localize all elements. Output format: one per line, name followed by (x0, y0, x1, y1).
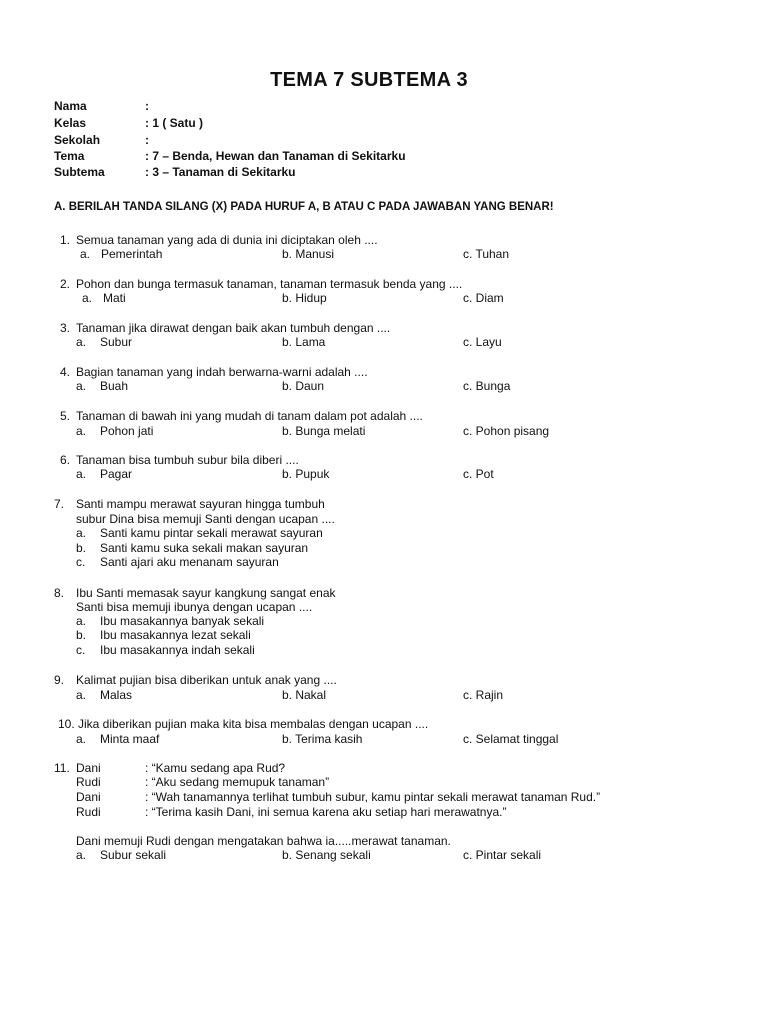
question-number: 7. (54, 497, 65, 511)
option-b[interactable]: b. Lama (282, 335, 326, 349)
option-a-letter[interactable]: a. (82, 291, 93, 305)
identity-label: Subtema (54, 165, 105, 179)
identity-label: Kelas (54, 116, 87, 130)
option-c[interactable]: c. Tuhan (463, 247, 510, 261)
identity-value: : 3 – Tanaman di Sekitarku (145, 165, 296, 179)
option-a-letter[interactable]: a. (76, 467, 87, 481)
option-c[interactable]: c. Layu (463, 335, 502, 349)
option-a-text[interactable]: Minta maaf (100, 732, 160, 746)
option-c[interactable]: c. Rajin (463, 688, 504, 702)
option-c[interactable]: c. Pohon pisang (463, 424, 550, 438)
option-a-text[interactable]: Santi kamu pintar sekali merawat sayuran (100, 526, 323, 540)
option-c[interactable]: c. Pintar sekali (463, 848, 542, 862)
dialog-line: : “Terima kasih Dani, ini semua karena aku setiap hari merawatnya.” (145, 805, 507, 819)
question-text: Santi mampu merawat sayuran hingga tumbuh (76, 497, 325, 511)
question-number: 3. (60, 321, 71, 335)
question-text: Tanaman jika dirawat dengan baik akan tumbuh dengan .... (76, 321, 391, 335)
question-number: 2. (60, 277, 71, 291)
option-b[interactable]: b. Terima kasih (282, 732, 363, 746)
question-text: Semua tanaman yang ada di dunia ini diciptakan oleh .... (76, 233, 378, 247)
dialog-speaker: Rudi (76, 805, 101, 819)
question-number: 8. (54, 586, 65, 600)
dialog-speaker: Dani (76, 761, 101, 775)
identity-value: : 7 – Benda, Hewan dan Tanaman di Sekitarku (145, 149, 406, 163)
option-a-text[interactable]: Pagar (100, 467, 133, 481)
option-c[interactable]: c. Diam (463, 291, 504, 305)
page-title: TEMA 7 SUBTEMA 3 (270, 69, 468, 91)
question-text: Tanaman bisa tumbuh subur bila diberi .... (76, 453, 299, 467)
option-c-letter[interactable]: c. (76, 643, 86, 657)
identity-value: : (145, 133, 149, 147)
option-b[interactable]: b. Nakal (282, 688, 327, 702)
identity-label: Tema (54, 149, 85, 163)
dialog-speaker: Dani (76, 790, 101, 804)
question-number: 4. (60, 365, 71, 379)
option-a-text[interactable]: Subur (100, 335, 133, 349)
option-a-letter[interactable]: a. (76, 424, 87, 438)
question-text: Kalimat pujian bisa diberikan untuk anak yang .... (76, 673, 337, 687)
identity-value: : 1 ( Satu ) (145, 116, 204, 130)
option-a-letter[interactable]: a. (76, 688, 87, 702)
option-b-text[interactable]: Santi kamu suka sekali makan sayuran (100, 541, 309, 555)
question-number: 11. (54, 761, 70, 775)
option-a-letter[interactable]: a. (76, 526, 87, 540)
question-text: Dani memuji Rudi dengan mengatakan bahwa ia.....merawat tanaman. (76, 834, 451, 848)
dialog-line: : “Aku sedang memupuk tanaman” (145, 775, 330, 789)
option-b[interactable]: b. Daun (282, 379, 325, 393)
option-b-letter[interactable]: b. (76, 628, 87, 642)
section-instruction: A. BERILAH TANDA SILANG (X) PADA HURUF A, B ATAU C PADA JAWABAN YANG BENAR! (54, 201, 554, 213)
dialog-line: : “Wah tanamannya terlihat tumbuh subur, kamu pintar sekali merawat tanaman Rud.” (145, 790, 601, 804)
option-a-text[interactable]: Buah (100, 379, 129, 393)
option-c-letter[interactable]: c. (76, 555, 86, 569)
option-a-letter[interactable]: a. (76, 379, 87, 393)
question-number: 1. (60, 233, 71, 247)
option-a-letter[interactable]: a. (76, 848, 87, 862)
option-b[interactable]: b. Senang sekali (282, 848, 371, 862)
option-a-letter[interactable]: a. (76, 335, 87, 349)
dialog-speaker: Rudi (76, 775, 101, 789)
identity-value: : (145, 99, 149, 113)
question-text: subur Dina bisa memuji Santi dengan ucapan .... (76, 512, 335, 526)
question-number: 5. (60, 409, 71, 423)
question-text: Tanaman di bawah ini yang mudah di tanam dalam pot adalah .... (76, 409, 423, 423)
question-text: Bagian tanaman yang indah berwarna-warni adalah .... (76, 365, 368, 379)
question-number: 10. (58, 717, 75, 731)
question-number: 9. (54, 673, 65, 687)
question-text: Santi bisa memuji ibunya dengan ucapan .... (76, 600, 313, 614)
option-c[interactable]: c. Pot (463, 467, 494, 481)
identity-label: Sekolah (54, 133, 101, 147)
question-text: Jika diberikan pujian maka kita bisa membalas dengan ucapan .... (78, 717, 429, 731)
option-a-text[interactable]: Malas (100, 688, 133, 702)
option-a-text[interactable]: Mati (103, 291, 126, 305)
identity-label: Nama (54, 99, 87, 113)
option-a-letter[interactable]: a. (80, 247, 91, 261)
option-b-text[interactable]: Ibu masakannya lezat sekali (100, 628, 251, 642)
option-a-letter[interactable]: a. (76, 614, 87, 628)
option-c-text[interactable]: Ibu masakannya indah sekali (100, 643, 255, 657)
question-number: 6. (60, 453, 71, 467)
option-c[interactable]: c. Selamat tinggal (463, 732, 559, 746)
option-c-text[interactable]: Santi ajari aku menanam sayuran (100, 555, 279, 569)
dialog-line: : “Kamu sedang apa Rud? (145, 761, 286, 775)
option-a-text[interactable]: Subur sekali (100, 848, 167, 862)
option-a-text[interactable]: Pohon jati (100, 424, 154, 438)
option-b[interactable]: b. Manusi (282, 247, 335, 261)
question-text: Ibu Santi memasak sayur kangkung sangat enak (76, 586, 336, 600)
question-text: Pohon dan bunga termasuk tanaman, tanaman termasuk benda yang .... (76, 277, 463, 291)
option-a-text[interactable]: Pemerintah (101, 247, 163, 261)
option-a-text[interactable]: Ibu masakannya banyak sekali (100, 614, 265, 628)
option-c[interactable]: c. Bunga (463, 379, 511, 393)
option-b[interactable]: b. Bunga melati (282, 424, 366, 438)
option-a-letter[interactable]: a. (76, 732, 87, 746)
option-b[interactable]: b. Hidup (282, 291, 327, 305)
option-b[interactable]: b. Pupuk (282, 467, 330, 481)
option-b-letter[interactable]: b. (76, 541, 87, 555)
